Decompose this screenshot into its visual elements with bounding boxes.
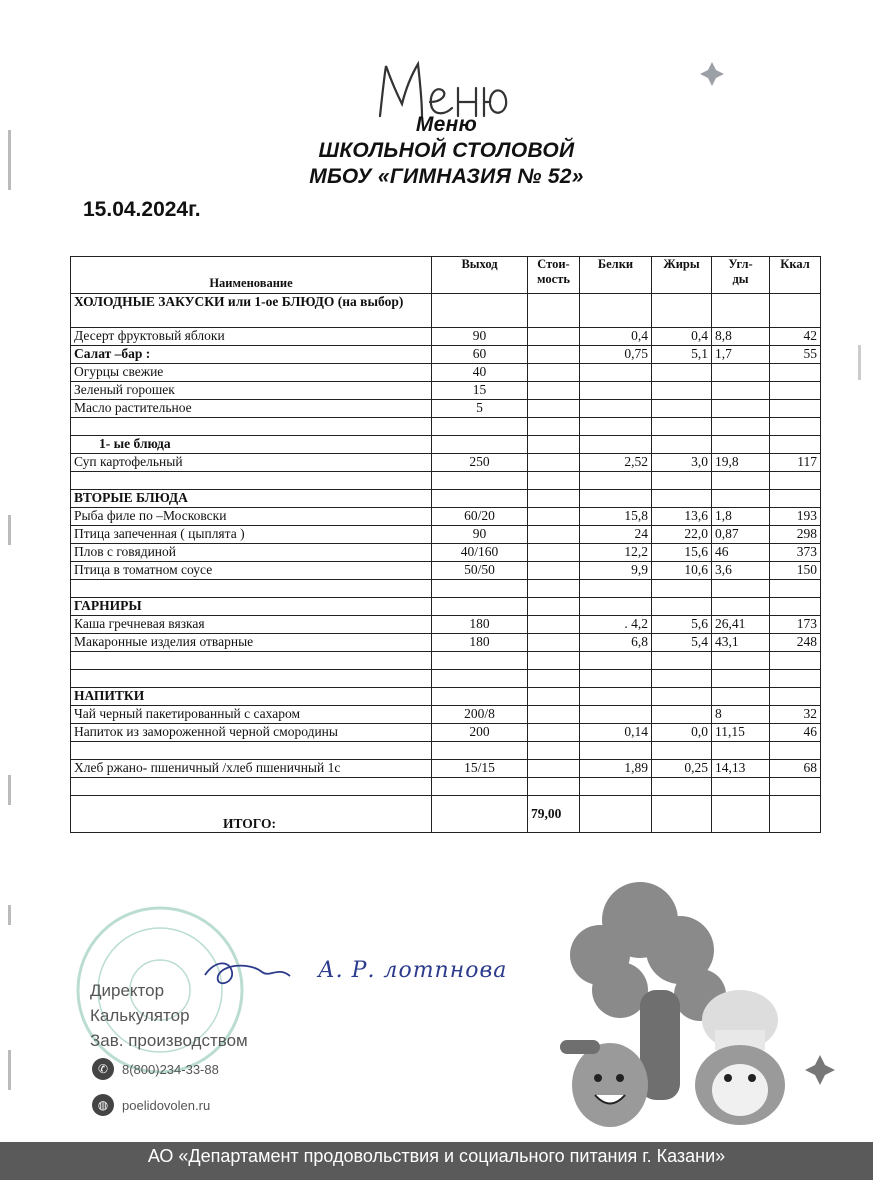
- header-cost: [528, 257, 580, 294]
- item-fat: [652, 294, 712, 328]
- item-protein: [580, 670, 652, 688]
- blank-row: [71, 670, 821, 688]
- item-name: Масло растительное: [71, 400, 432, 418]
- item-kcal: 173: [770, 616, 821, 634]
- item-carbs: [712, 490, 770, 508]
- item-fat: [652, 418, 712, 436]
- item-protein: 15,8: [580, 508, 652, 526]
- item-name: Огурцы свежие: [71, 364, 432, 382]
- item-carbs: 8: [712, 706, 770, 724]
- item-output: [432, 472, 528, 490]
- item-kcal: [770, 490, 821, 508]
- item-fat: 5,6: [652, 616, 712, 634]
- table-row: [71, 364, 821, 382]
- item-fat: 3,0: [652, 454, 712, 472]
- item-kcal: 42: [770, 328, 821, 346]
- item-cost: [528, 418, 580, 436]
- item-carbs: [712, 742, 770, 760]
- menu-date: 15.04.2024г.: [83, 198, 201, 221]
- item-protein: 2,52: [580, 454, 652, 472]
- item-cost: [528, 454, 580, 472]
- table-row: [71, 706, 821, 724]
- header-output: Выход: [432, 257, 528, 294]
- item-cost: [528, 616, 580, 634]
- item-name: Рыба филе по –Московски: [71, 508, 432, 526]
- phone-number: 8(800)234-33-88: [122, 1061, 219, 1077]
- item-fat: [652, 652, 712, 670]
- item-output: 90: [432, 328, 528, 346]
- item-fat: 5,4: [652, 634, 712, 652]
- item-carbs: 19,8: [712, 454, 770, 472]
- item-cost: [528, 742, 580, 760]
- table-row: [71, 634, 821, 652]
- title-line-3: МБОУ «ГИМНАЗИЯ № 52»: [309, 165, 584, 188]
- item-fat: 15,6: [652, 544, 712, 562]
- item-carbs: [712, 598, 770, 616]
- item-output: 5: [432, 400, 528, 418]
- item-name: Десерт фруктовый яблоки: [71, 328, 432, 346]
- item-output: [432, 778, 528, 796]
- item-name: [71, 418, 432, 436]
- item-cost: [528, 760, 580, 778]
- menu-table: [70, 256, 821, 833]
- item-carbs: [712, 778, 770, 796]
- item-kcal: 68: [770, 760, 821, 778]
- item-kcal: [770, 418, 821, 436]
- header-carbs-line-1: Угл-: [728, 257, 753, 271]
- item-carbs: 8,8: [712, 328, 770, 346]
- item-cost: [528, 778, 580, 796]
- item-kcal: 55: [770, 346, 821, 364]
- production-head-label: Зав. производством: [90, 1031, 248, 1050]
- item-name: [71, 670, 432, 688]
- item-carbs: 26,41: [712, 616, 770, 634]
- item-kcal: [770, 400, 821, 418]
- item-name: Хлеб ржано- пшеничный /хлеб пшеничный 1с: [71, 760, 432, 778]
- item-kcal: [770, 364, 821, 382]
- item-carbs: [712, 670, 770, 688]
- item-output: 15: [432, 382, 528, 400]
- item-cost: [528, 706, 580, 724]
- globe-icon: ◍: [92, 1094, 114, 1116]
- item-carbs: 3,6: [712, 562, 770, 580]
- item-cost: [528, 652, 580, 670]
- item-fat: [652, 778, 712, 796]
- item-fat: 0,0: [652, 724, 712, 742]
- item-cost: [528, 364, 580, 382]
- item-name: [71, 742, 432, 760]
- item-output: 50/50: [432, 562, 528, 580]
- item-protein: [580, 490, 652, 508]
- organization-name: АО «Департамент продовольствия и социального питания г. Казани»: [147, 1146, 726, 1166]
- item-protein: [580, 706, 652, 724]
- item-name: Птица запеченная ( цыплята ): [71, 526, 432, 544]
- item-cost: [528, 472, 580, 490]
- item-protein: [580, 418, 652, 436]
- total-cost: 79,00: [528, 796, 580, 833]
- item-protein: [580, 364, 652, 382]
- item-carbs: [712, 472, 770, 490]
- header-cost-line-1: Стои-: [537, 257, 570, 271]
- item-kcal: [770, 436, 821, 454]
- item-protein: 0,75: [580, 346, 652, 364]
- table-row: [71, 688, 821, 706]
- item-kcal: 46: [770, 724, 821, 742]
- item-protein: [580, 598, 652, 616]
- item-fat: [652, 490, 712, 508]
- item-cost: [528, 634, 580, 652]
- item-kcal: [770, 688, 821, 706]
- item-fat: [652, 580, 712, 598]
- item-output: 60/20: [432, 508, 528, 526]
- item-cost: [528, 436, 580, 454]
- total-fat-cell: [652, 796, 712, 833]
- item-protein: [580, 742, 652, 760]
- item-output: [432, 490, 528, 508]
- item-carbs: [712, 418, 770, 436]
- item-fat: [652, 382, 712, 400]
- header-cost-line-2: мость: [537, 272, 570, 286]
- item-output: [432, 580, 528, 598]
- item-fat: [652, 598, 712, 616]
- item-fat: [652, 670, 712, 688]
- item-protein: [580, 652, 652, 670]
- item-carbs: [712, 580, 770, 598]
- item-protein: [580, 382, 652, 400]
- item-carbs: 1,8: [712, 508, 770, 526]
- table-row: [71, 562, 821, 580]
- item-carbs: 14,13: [712, 760, 770, 778]
- table-row: [71, 490, 821, 508]
- item-output: 250: [432, 454, 528, 472]
- item-cost: [528, 294, 580, 328]
- item-protein: 0,4: [580, 328, 652, 346]
- calculator-label: Калькулятор: [90, 1006, 190, 1025]
- item-name: Зеленый горошек: [71, 382, 432, 400]
- item-name: Птица в томатном соусе: [71, 562, 432, 580]
- item-output: [432, 294, 528, 328]
- item-name: ГАРНИРЫ: [71, 598, 432, 616]
- item-carbs: [712, 364, 770, 382]
- item-kcal: [770, 598, 821, 616]
- table-row: [71, 436, 821, 454]
- item-carbs: [712, 382, 770, 400]
- item-protein: 0,14: [580, 724, 652, 742]
- item-carbs: 46: [712, 544, 770, 562]
- item-cost: [528, 580, 580, 598]
- blank-row: [71, 652, 821, 670]
- item-output: 40/160: [432, 544, 528, 562]
- item-carbs: 0,87: [712, 526, 770, 544]
- blank-row: [71, 580, 821, 598]
- item-protein: 6,8: [580, 634, 652, 652]
- item-cost: [528, 598, 580, 616]
- item-output: [432, 652, 528, 670]
- table-row: [71, 760, 821, 778]
- item-name: [71, 580, 432, 598]
- item-name: Плов с говядиной: [71, 544, 432, 562]
- phone-icon: ✆: [92, 1058, 114, 1080]
- item-protein: . 4,2: [580, 616, 652, 634]
- table-row: [71, 526, 821, 544]
- item-kcal: [770, 382, 821, 400]
- title-line-2: ШКОЛЬНОЙ СТОЛОВОЙ: [318, 139, 575, 162]
- item-cost: [528, 346, 580, 364]
- item-cost: [528, 526, 580, 544]
- item-output: 90: [432, 526, 528, 544]
- item-cost: [528, 508, 580, 526]
- sparkle-icon: [700, 62, 724, 86]
- item-kcal: 373: [770, 544, 821, 562]
- blank-row: [71, 472, 821, 490]
- item-protein: [580, 294, 652, 328]
- item-kcal: [770, 580, 821, 598]
- footer: [0, 880, 873, 1200]
- item-output: [432, 688, 528, 706]
- item-cost: [528, 562, 580, 580]
- item-kcal: [770, 670, 821, 688]
- staff-list: [90, 978, 248, 1053]
- chef-character: [695, 990, 785, 1125]
- item-output: [432, 418, 528, 436]
- item-kcal: [770, 742, 821, 760]
- item-carbs: 1,7: [712, 346, 770, 364]
- item-fat: 5,1: [652, 346, 712, 364]
- item-protein: [580, 400, 652, 418]
- sparkle-icon: [805, 1055, 835, 1085]
- item-name: [71, 472, 432, 490]
- item-carbs: [712, 294, 770, 328]
- signature-name: А. Р. лотпнова: [318, 958, 508, 983]
- table-row: [71, 382, 821, 400]
- header-protein: Белки: [580, 257, 652, 294]
- item-cost: [528, 688, 580, 706]
- table-row: [71, 400, 821, 418]
- item-kcal: 150: [770, 562, 821, 580]
- item-name: ВТОРЫЕ БЛЮДА: [71, 490, 432, 508]
- director-label: Директор: [90, 981, 165, 1000]
- item-protein: 24: [580, 526, 652, 544]
- item-cost: [528, 382, 580, 400]
- total-protein-cell: [580, 796, 652, 833]
- table-row: [71, 724, 821, 742]
- item-fat: [652, 742, 712, 760]
- bean-character: [560, 1040, 648, 1127]
- item-name: НАПИТКИ: [71, 688, 432, 706]
- total-row: [71, 796, 821, 833]
- item-name: Каша гречневая вязкая: [71, 616, 432, 634]
- item-kcal: [770, 472, 821, 490]
- item-fat: 0,25: [652, 760, 712, 778]
- item-carbs: [712, 652, 770, 670]
- item-protein: 12,2: [580, 544, 652, 562]
- header-carbs: [712, 257, 770, 294]
- item-fat: [652, 436, 712, 454]
- item-cost: [528, 724, 580, 742]
- table-row: [71, 346, 821, 364]
- item-carbs: 43,1: [712, 634, 770, 652]
- item-cost: [528, 328, 580, 346]
- item-cost: [528, 670, 580, 688]
- header-name: Наименование: [71, 257, 432, 294]
- blank-row: [71, 778, 821, 796]
- item-carbs: [712, 436, 770, 454]
- header-kcal: Ккал: [770, 257, 821, 294]
- item-kcal: [770, 652, 821, 670]
- blank-row: [71, 418, 821, 436]
- item-output: 15/15: [432, 760, 528, 778]
- item-kcal: 117: [770, 454, 821, 472]
- item-fat: [652, 364, 712, 382]
- phone-contact: [92, 1058, 219, 1080]
- item-protein: [580, 778, 652, 796]
- blank-row: [71, 742, 821, 760]
- table-row: [71, 616, 821, 634]
- item-output: 200: [432, 724, 528, 742]
- item-output: [432, 670, 528, 688]
- item-carbs: [712, 688, 770, 706]
- item-kcal: [770, 294, 821, 328]
- item-fat: 13,6: [652, 508, 712, 526]
- item-protein: 9,9: [580, 562, 652, 580]
- item-name: Макаронные изделия отварные: [71, 634, 432, 652]
- total-carbs-cell: [712, 796, 770, 833]
- total-kcal-cell: [770, 796, 821, 833]
- item-kcal: [770, 778, 821, 796]
- total-label: ИТОГО:: [71, 796, 432, 833]
- item-cost: [528, 400, 580, 418]
- item-name: Салат –бар :: [71, 346, 432, 364]
- item-kcal: 32: [770, 706, 821, 724]
- table-row: [71, 598, 821, 616]
- table-row: [71, 544, 821, 562]
- item-kcal: 298: [770, 526, 821, 544]
- total-output-cell: [432, 796, 528, 833]
- item-fat: [652, 472, 712, 490]
- item-cost: [528, 544, 580, 562]
- item-name: [71, 778, 432, 796]
- item-name: Суп картофельный: [71, 454, 432, 472]
- header-carbs-line-2: ды: [732, 272, 749, 286]
- item-output: 40: [432, 364, 528, 382]
- item-output: [432, 598, 528, 616]
- item-output: 200/8: [432, 706, 528, 724]
- menu-title: [0, 112, 873, 190]
- item-output: 60: [432, 346, 528, 364]
- table-row: [71, 328, 821, 346]
- item-protein: [580, 436, 652, 454]
- item-kcal: 248: [770, 634, 821, 652]
- title-line-1: Меню: [415, 113, 478, 136]
- item-protein: [580, 688, 652, 706]
- table-row: [71, 454, 821, 472]
- menu-table-body: [71, 294, 821, 796]
- item-fat: [652, 400, 712, 418]
- item-carbs: 11,15: [712, 724, 770, 742]
- item-output: [432, 742, 528, 760]
- item-protein: 1,89: [580, 760, 652, 778]
- item-fat: 22,0: [652, 526, 712, 544]
- item-kcal: 193: [770, 508, 821, 526]
- item-fat: 0,4: [652, 328, 712, 346]
- item-output: [432, 436, 528, 454]
- item-output: 180: [432, 634, 528, 652]
- item-carbs: [712, 400, 770, 418]
- item-name: [71, 652, 432, 670]
- table-header-row: [71, 257, 821, 294]
- item-name: Напиток из замороженной черной смородины: [71, 724, 432, 742]
- item-name: ХОЛОДНЫЕ ЗАКУСКИ или 1-ое БЛЮДО (на выбор): [71, 294, 432, 328]
- item-name: Чай черный пакетированный с сахаром: [71, 706, 432, 724]
- header-fat: Жиры: [652, 257, 712, 294]
- item-fat: [652, 688, 712, 706]
- item-name: 1- ые блюда: [71, 436, 432, 454]
- item-protein: [580, 580, 652, 598]
- item-protein: [580, 472, 652, 490]
- item-fat: [652, 706, 712, 724]
- item-output: 180: [432, 616, 528, 634]
- table-row: [71, 294, 821, 328]
- item-fat: 10,6: [652, 562, 712, 580]
- website-link[interactable]: poelidovolen.ru: [122, 1097, 211, 1113]
- table-row: [71, 508, 821, 526]
- item-cost: [528, 490, 580, 508]
- website-contact: [92, 1094, 210, 1116]
